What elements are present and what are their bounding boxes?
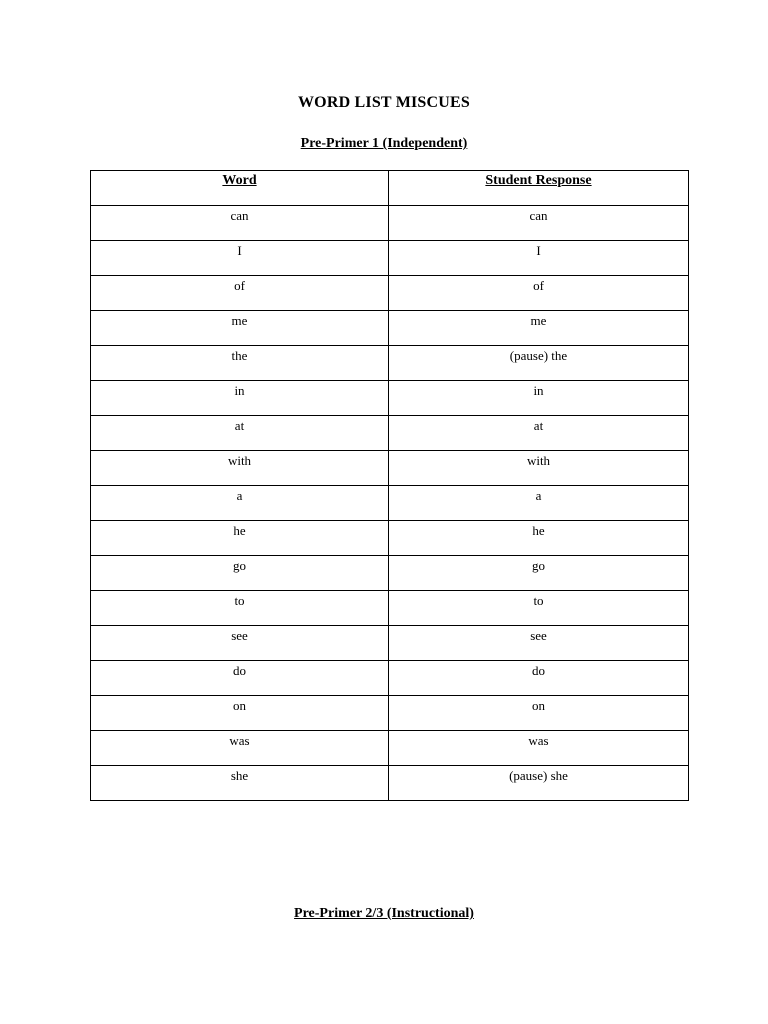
word-cell [91, 696, 389, 731]
student-response-text: see [530, 628, 547, 643]
student-response-text: was [528, 733, 549, 748]
word-cell [91, 766, 389, 801]
word-text: go [233, 558, 246, 573]
table-row [91, 521, 689, 556]
word-text: me [231, 313, 248, 328]
column-header-student-response [389, 171, 689, 206]
word-text: see [231, 628, 248, 643]
student-response-cell [389, 276, 689, 311]
student-response-text: I [536, 243, 541, 258]
table-header-row [91, 171, 689, 206]
word-cell [91, 416, 389, 451]
student-response-text: on [532, 698, 545, 713]
word-text: to [234, 593, 245, 608]
student-response-text: (pause) the [509, 348, 568, 363]
word-cell [91, 451, 389, 486]
column-header-student-response-label: Student Response [485, 173, 592, 188]
word-cell [91, 626, 389, 661]
word-text: he [233, 523, 246, 538]
word-cell [91, 276, 389, 311]
table-row [91, 206, 689, 241]
word-cell [91, 346, 389, 381]
word-cell [91, 591, 389, 626]
student-response-cell [389, 766, 689, 801]
student-response-text: in [533, 383, 544, 398]
student-response-cell [389, 521, 689, 556]
table-row [91, 416, 689, 451]
word-cell [91, 661, 389, 696]
student-response-cell [389, 311, 689, 346]
word-text: was [229, 733, 250, 748]
word-cell [91, 521, 389, 556]
word-cell [91, 381, 389, 416]
table-row [91, 626, 689, 661]
student-response-text: me [530, 313, 547, 328]
student-response-text: with [526, 453, 551, 468]
column-header-word [91, 171, 389, 206]
word-text: can [230, 208, 249, 223]
student-response-cell [389, 731, 689, 766]
section-heading-pre-primer-2-3: Pre-Primer 2/3 (Instructional) [294, 906, 474, 921]
word-cell [91, 731, 389, 766]
student-response-text: he [532, 523, 545, 538]
word-text: in [234, 383, 245, 398]
student-response-cell [389, 241, 689, 276]
student-response-cell [389, 486, 689, 521]
student-response-text: go [532, 558, 545, 573]
table-row [91, 731, 689, 766]
column-header-word-label: Word [222, 173, 257, 188]
student-response-text: do [532, 663, 545, 678]
table-row [91, 556, 689, 591]
student-response-text: a [535, 488, 542, 503]
table-row [91, 591, 689, 626]
word-text: with [227, 453, 252, 468]
student-response-cell [389, 416, 689, 451]
table-row [91, 276, 689, 311]
word-text: the [231, 348, 248, 363]
word-cell [91, 206, 389, 241]
word-text: on [233, 698, 246, 713]
table-row [91, 311, 689, 346]
word-cell [91, 241, 389, 276]
table-row [91, 381, 689, 416]
section-heading-pre-primer-1: Pre-Primer 1 (Independent) [300, 136, 468, 151]
word-cell [91, 311, 389, 346]
student-response-cell [389, 346, 689, 381]
table-row [91, 346, 689, 381]
word-text: I [237, 243, 242, 258]
student-response-text: to [533, 593, 544, 608]
table-body [91, 206, 689, 801]
word-cell [91, 486, 389, 521]
student-response-cell [389, 451, 689, 486]
word-cell [91, 556, 389, 591]
word-list-table [90, 170, 689, 801]
table-row [91, 451, 689, 486]
student-response-cell [389, 696, 689, 731]
student-response-text: can [529, 208, 548, 223]
student-response-text: of [533, 278, 544, 293]
student-response-text: at [533, 418, 544, 433]
student-response-cell [389, 661, 689, 696]
student-response-text: (pause) she [509, 768, 568, 783]
table-row [91, 241, 689, 276]
table-row [91, 661, 689, 696]
table-row [91, 696, 689, 731]
table-row [91, 486, 689, 521]
student-response-cell [389, 591, 689, 626]
student-response-cell [389, 381, 689, 416]
document-title: WORD LIST MISCUES [297, 94, 471, 111]
word-text: she [230, 768, 249, 783]
word-text: at [234, 418, 245, 433]
student-response-cell [389, 556, 689, 591]
word-text: a [236, 488, 243, 503]
student-response-cell [389, 626, 689, 661]
table-row [91, 766, 689, 801]
student-response-cell [389, 206, 689, 241]
word-text: do [233, 663, 246, 678]
word-text: of [234, 278, 245, 293]
